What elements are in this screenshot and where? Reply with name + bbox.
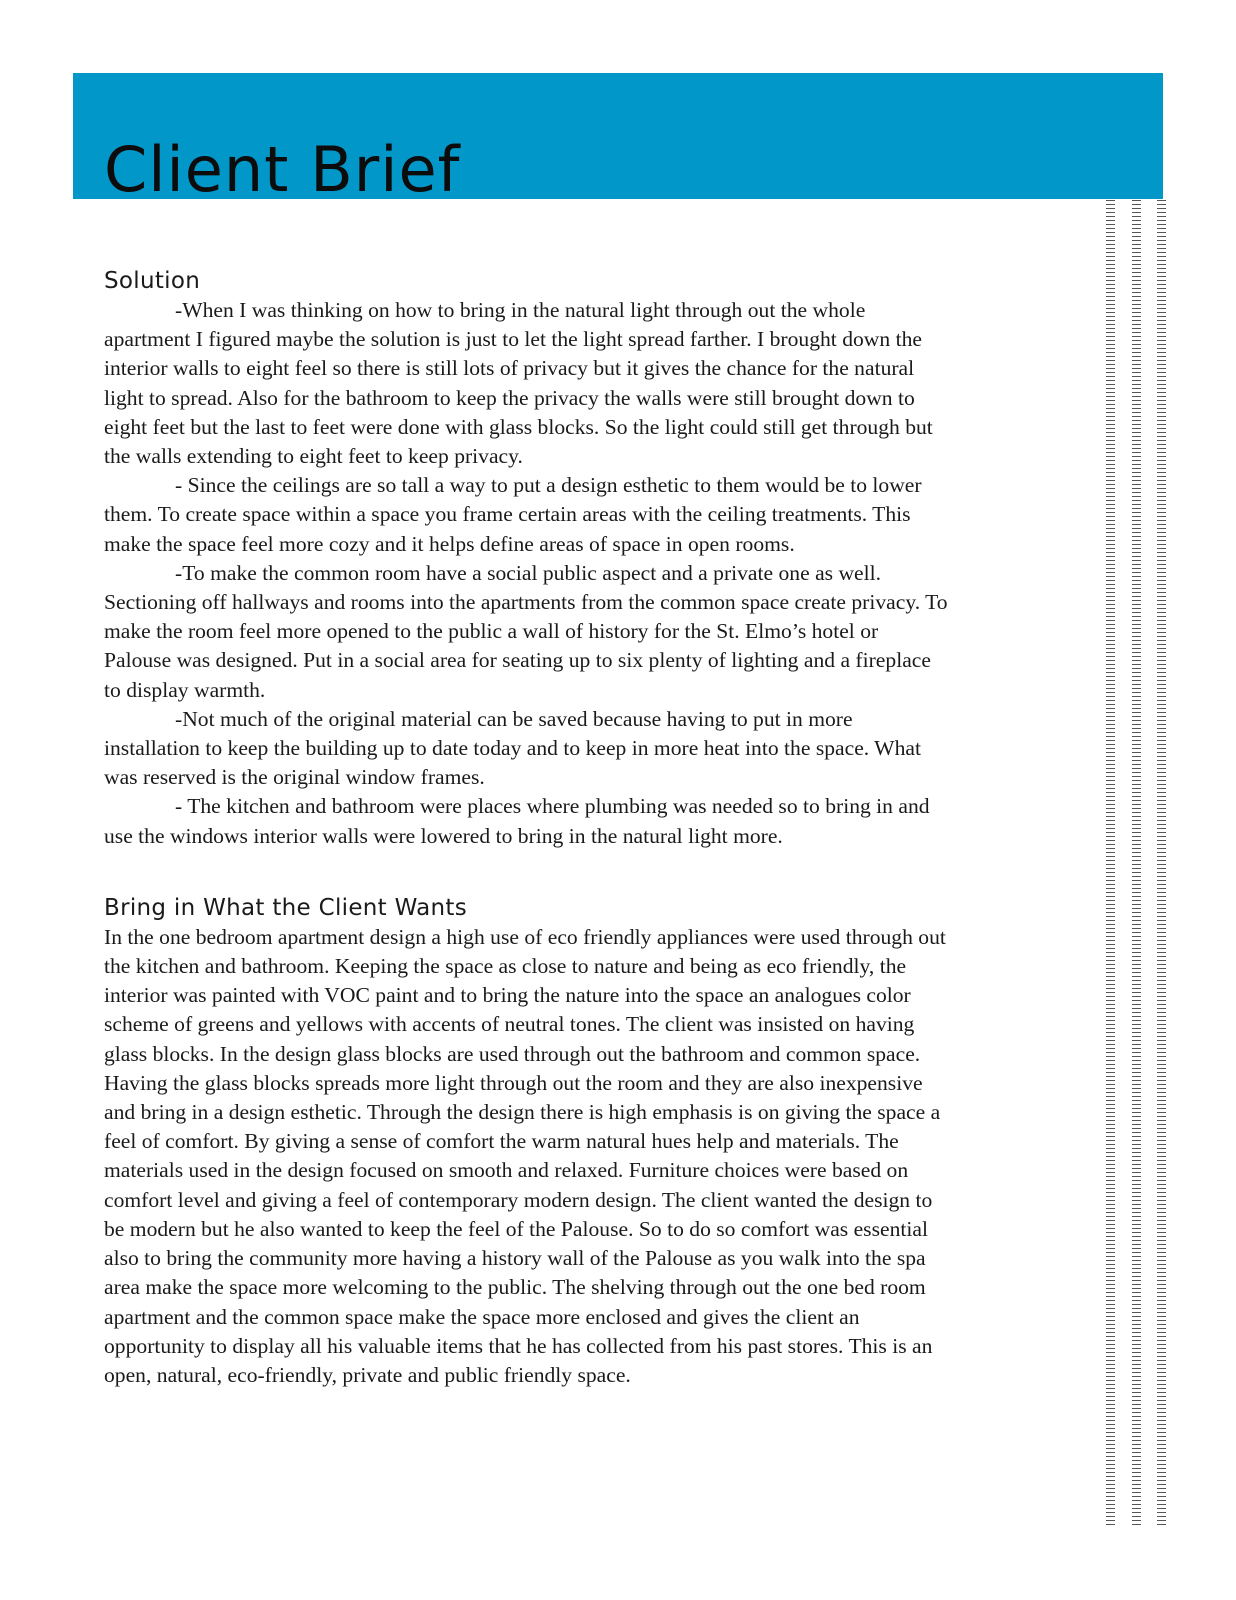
- document-body: [104, 266, 949, 1390]
- page-title: Client Brief: [104, 133, 461, 206]
- decorative-stripe: [1157, 200, 1166, 1525]
- section-heading-solution: Solution: [104, 268, 201, 294]
- solution-paragraph: - The kitchen and bathroom were places where plumbing was needed so to bring in and use the windows interior walls were lowered to bring in the natural light more.: [104, 794, 930, 848]
- client-wants-paragraph: In the one bedroom apartment design a high use of eco friendly appliances were used through out the kitchen and bathroom. Keeping the space as close to nature and being as eco friendly, the interior was painted with VOC paint and to bring the nature into the space an analogues color scheme of greens and yellows with accents of neutral tones. The client was insisted on having glass blocks. In the design glass blocks are used through out the bathroom and common space. Having the glass blocks spreads more light through out the room and they are also inexpensive and bring in a design esthetic. Through the design there is high emphasis is on giving the space a feel of comfort. By giving a sense of comfort the warm natural hues help and materials. The materials used in the design focused on smooth and relaxed. Furniture choices were based on comfort level and giving a feel of contemporary modern design. The client wanted the design to be modern but he also wanted to keep the feel of the Palouse. So to do so comfort was essential also to bring the community more having a history wall of the Palouse as you walk into the spa area make the space more welcoming to the public. The shelving through out the one bed room apartment and the common space make the space more enclosed and gives the client an opportunity to display all his valuable items that he has collected from his past stores. This is an open, natural, eco-friendly, private and public friendly space.: [104, 924, 946, 1387]
- solution-paragraph: -When I was thinking on how to bring in the natural light through out the whole apartment I figured maybe the solution is just to let the light spread farther. I brought down the interior walls to eight feel so there is still lots of privacy but it gives the chance for the natural light to spread. Also for the bathroom to keep the privacy the walls were still brought down to eight feet but the last to feet were done with glass blocks. So the light could still get through but the walls extending to eight feet to keep privacy.: [104, 298, 933, 469]
- decorative-stripe: [1106, 200, 1115, 1525]
- solution-paragraph: - Since the ceilings are so tall a way to put a design esthetic to them would be to lower them. To create space within a space you frame certain areas with the ceiling treatments. This make the space feel more cozy and it helps define areas of space in open rooms.: [104, 473, 922, 556]
- section-heading-client-wants: Bring in What the Client Wants: [104, 894, 468, 921]
- solution-section: [104, 266, 949, 851]
- solution-paragraph: -To make the common room have a social public aspect and a private one as well. Sectioning off hallways and rooms into the apartments from the common space create privacy. To make the room feel more opened to the public a wall of history for the St. Elmo’s hotel or Palouse was designed. Put in a social area for seating up to six plenty of lighting and a fireplace to display warmth.: [104, 560, 948, 702]
- client-wants-section: [104, 893, 949, 1390]
- solution-paragraph: -Not much of the original material can be saved because having to put in more installation to keep the building up to date today and to keep in more heat into the space. What was reserved is the original window frames.: [104, 706, 921, 790]
- decorative-stripe: [1132, 200, 1141, 1525]
